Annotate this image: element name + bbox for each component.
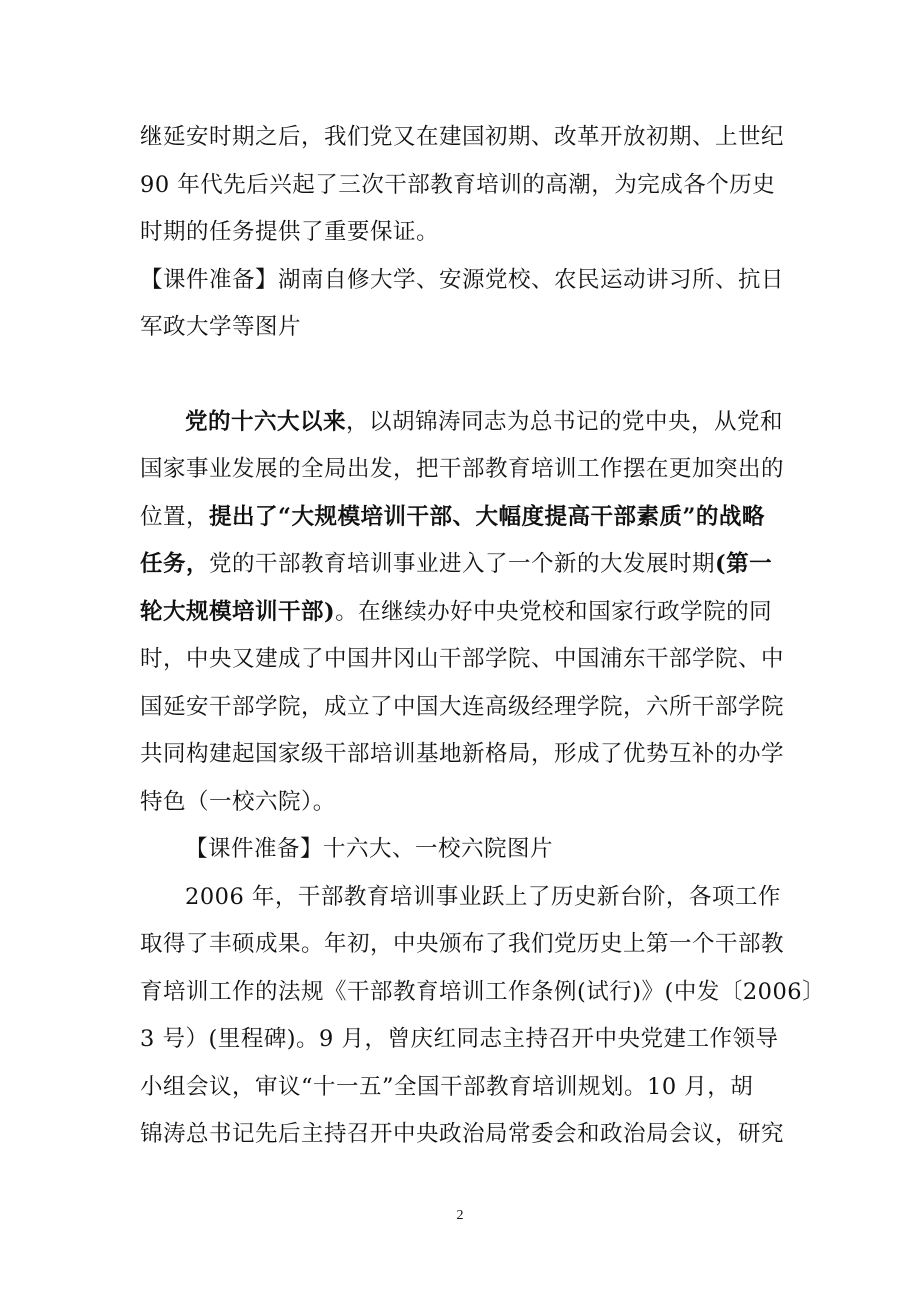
bold-phrase: (第一	[715, 551, 773, 577]
text-line: 时，中央又建成了中国井冈山干部学院、中国浦东干部学院、中	[140, 646, 785, 672]
paragraph-sixteenth-congress	[140, 399, 785, 827]
text-line: 国家事业发展的全局出发，把干部教育培训工作摆在更加突出的	[140, 456, 785, 482]
text-line: 共同构建起国家级干部培训基地新格局，形成了优势互补的办学	[140, 741, 785, 767]
text-line	[140, 494, 781, 542]
text-run: ，以胡锦涛同志为总书记的党中央，从党和	[346, 408, 784, 435]
text-line	[140, 541, 781, 589]
text-line: 取得了丰硕成果。年初，中央颁布了我们党历史上第一个干部教	[140, 931, 785, 957]
bold-phrase: 轮大规模培训干部)	[140, 598, 336, 625]
text-line: 锦涛总书记先后主持召开中央政治局常委会和政治局会议，研究	[140, 1121, 785, 1147]
text-line: 时期的任务提供了重要保证。	[140, 219, 440, 245]
text-run: 位置，	[140, 503, 210, 530]
text-line: 2006 年，干部教育培训事业跃上了历史新台阶，各项工作	[185, 883, 781, 910]
text-line: 国延安干部学院，成立了中国大连高级经理学院，六所干部学院	[140, 693, 785, 720]
text-line	[140, 399, 784, 447]
text-run: 党的干部教育培训事业进入了一个新的大发展时期	[209, 551, 716, 577]
bold-phrase: 提出了“大规模培训干部、大幅度提高干部素质”的战略	[209, 503, 765, 530]
text-line: 小组会议，审议“十一五”全国干部教育培训规划。10 月，胡	[140, 1073, 754, 1100]
paragraph-courseware-note-2	[140, 826, 781, 874]
blank-line	[140, 352, 781, 399]
paragraph-history-intro	[140, 114, 785, 257]
text-line	[140, 589, 781, 637]
text-line: 特色（一校六院）。	[140, 788, 336, 815]
text-line: 军政大学等图片	[140, 314, 302, 340]
page-number: 2	[456, 1208, 464, 1223]
text-line: 【课件准备】湖南自修大学、安源党校、农民运动讲习所、抗日	[140, 266, 785, 293]
text-line: 90 年代先后兴起了三次干部教育培训的高潮，为完成各个历史	[140, 171, 776, 198]
paragraph-courseware-note-1	[140, 257, 785, 352]
text-run: 。在继续办好中央党校和国家行政学院的同	[335, 598, 773, 625]
text-line: 继延安时期之后，我们党又在建国初期、改革开放初期、上世纪	[140, 124, 785, 150]
text-line: 育培训工作的法规《干部教育培训工作条例(试行)》(中发〔2006〕	[140, 978, 826, 1005]
paragraph-2006	[140, 874, 826, 1159]
text-line: 【课件准备】十六大、一校六院图片	[185, 836, 554, 862]
document-body	[140, 114, 826, 1159]
text-line: 3 号）(里程碑)。9 月，曾庆红同志主持召开中央党建工作领导	[140, 1026, 779, 1052]
bold-phrase: 任务，	[140, 551, 210, 577]
bold-phrase: 党的十六大以来	[185, 408, 347, 435]
